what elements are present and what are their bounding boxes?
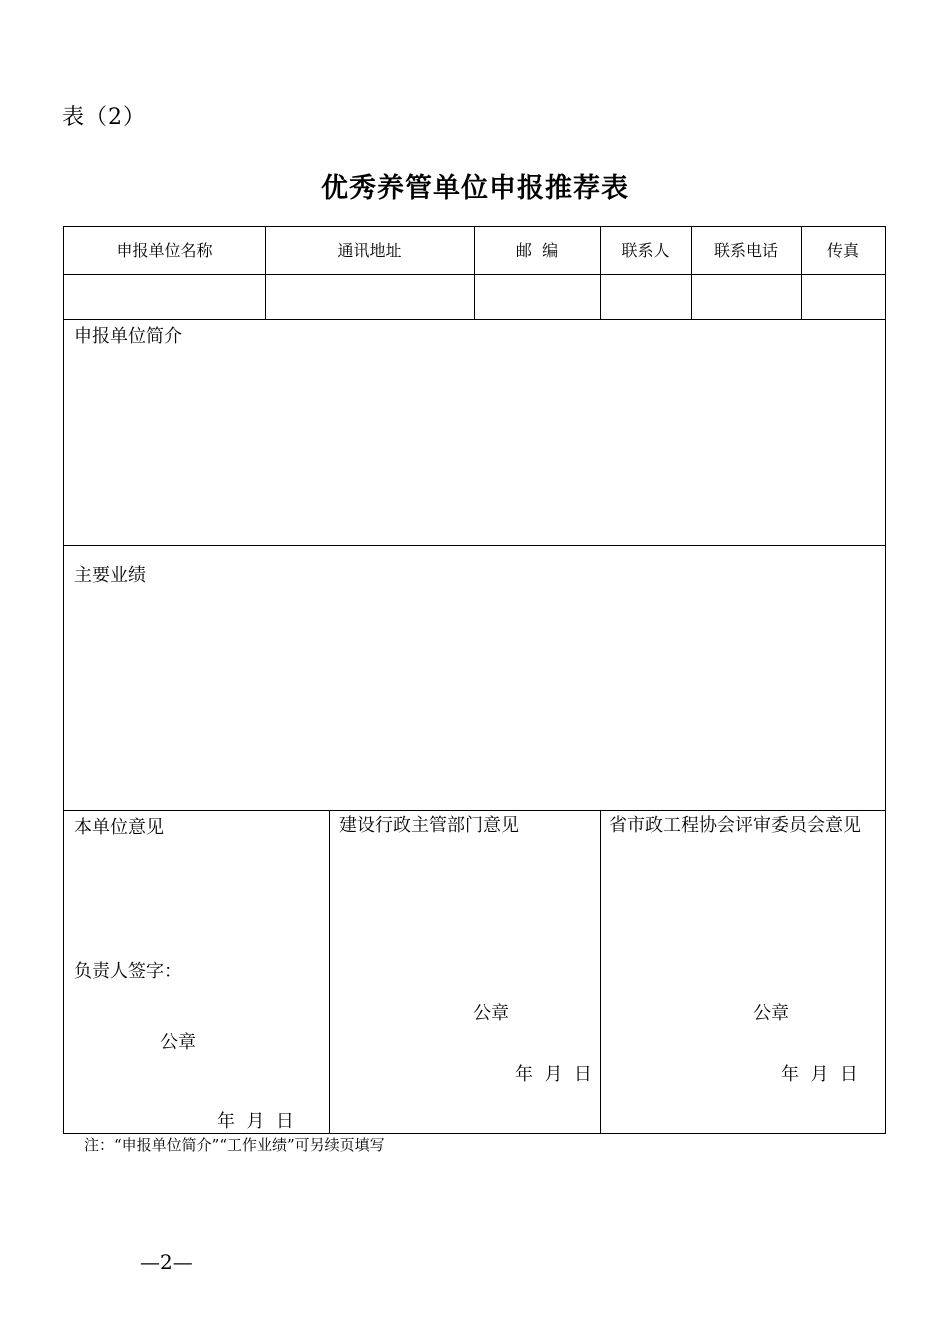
application-form [63, 226, 886, 1134]
header-unit-name: 申报单位名称 [116, 241, 213, 260]
header-fax: 传真 [826, 241, 859, 260]
value-phone[interactable] [692, 275, 801, 319]
dept-seal: 公章 [473, 1003, 509, 1024]
header-contact: 联系人 [621, 241, 670, 260]
signature-label: 负责人签字： [74, 961, 182, 982]
page-title: 优秀养管单位申报推荐表 [321, 173, 629, 204]
header-postcode: 邮 编 [515, 241, 559, 260]
achievements-field[interactable] [64, 591, 885, 810]
page-number: —2— [140, 1250, 193, 1274]
document-label: 表（2） [62, 105, 146, 130]
opinion-col-divider [600, 810, 601, 1133]
row-divider-intro [64, 545, 885, 546]
dept-opinion-label: 建设行政主管部门意见 [339, 815, 519, 836]
row-divider-values [64, 319, 885, 320]
assoc-opinion-label: 省市政工程协会评审委员会意见 [609, 815, 861, 836]
achievements-label: 主要业绩 [74, 565, 146, 586]
assoc-seal: 公章 [753, 1003, 789, 1024]
dept-date: 年 月 日 [515, 1064, 592, 1085]
intro-label: 申报单位简介 [74, 326, 182, 347]
footnote: 注：“申报单位简介”“工作业绩”可另续页填写 [84, 1136, 385, 1154]
value-contact[interactable] [601, 275, 691, 319]
header-phone: 联系电话 [713, 241, 778, 260]
own-unit-opinion-label: 本单位意见 [74, 817, 164, 838]
opinion-col-divider [329, 810, 330, 1133]
value-postcode[interactable] [475, 275, 600, 319]
intro-field[interactable] [64, 352, 885, 545]
header-address: 通讯地址 [337, 241, 402, 260]
assoc-date: 年 月 日 [781, 1064, 858, 1085]
own-unit-seal: 公章 [160, 1032, 196, 1053]
value-unit-name[interactable] [64, 275, 265, 319]
value-fax[interactable] [802, 275, 885, 319]
own-unit-date: 年 月 日 [217, 1111, 294, 1132]
value-address[interactable] [266, 275, 474, 319]
